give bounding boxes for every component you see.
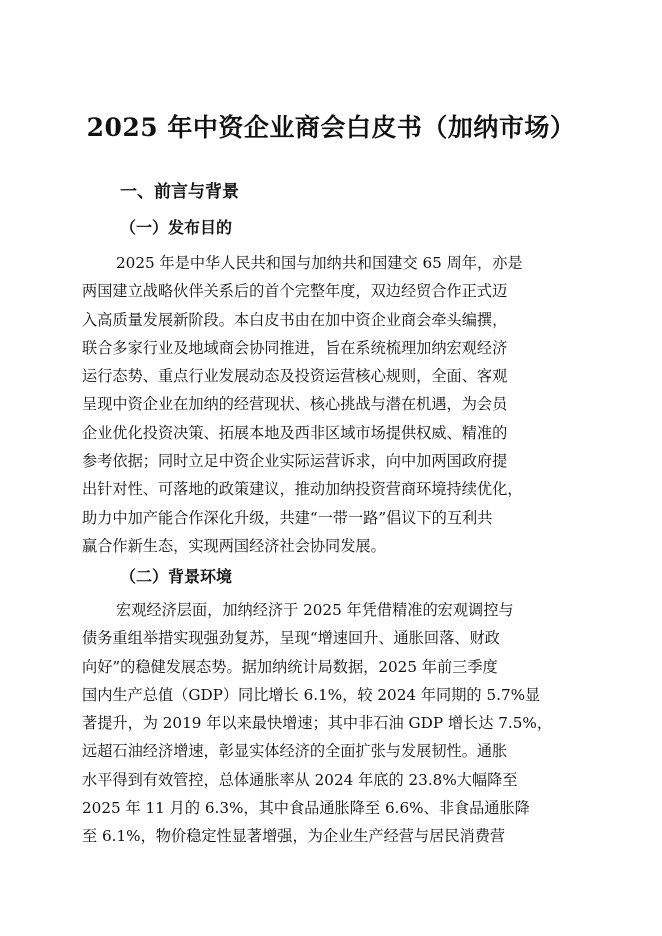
paragraph-line: 参考依据；同时立足中资企业实际运营诉求，向中加两国政府提 xyxy=(82,452,508,471)
document-title: 2025 年中资企业商会白皮书（加纳市场） xyxy=(86,113,576,142)
paragraph-line: 远超石油经济增速，彰显实体经济的全面扩张与发展韧性。通胀 xyxy=(82,742,508,761)
paragraph-line: 出针对性、可落地的政策建议，推动加纳投资营商环境持续优化， xyxy=(82,480,523,499)
section-heading-preface: 一、前言与背景 xyxy=(120,182,239,202)
subsection-heading-background: （二）背景环境 xyxy=(120,567,233,586)
subsection-heading-purpose: （一）发布目的 xyxy=(120,218,233,237)
paragraph-purpose xyxy=(82,249,582,560)
paragraph-line: 呈现中资企业在加纳的经营现状、核心挑战与潜在机遇，为会员 xyxy=(82,395,508,414)
paragraph-line: 向好”的稳健发展态势。据加纳统计局数据，2025 年前三季度 xyxy=(82,657,498,676)
paragraph-line: 2025 年是中华人民共和国与加纳共和国建交 65 周年，亦是 xyxy=(116,254,523,272)
paragraph-line: 企业优化投资决策、拓展本地及西非区域市场提供权威、精准的 xyxy=(82,423,508,442)
paragraph-background xyxy=(82,596,582,851)
paragraph-line: 运行态势、重点行业发展动态及投资运营核心规则，全面、客观 xyxy=(82,367,508,386)
paragraph-line: 国内生产总值（GDP）同比增长 6.1%，较 2024 年同期的 5.7%显 xyxy=(82,685,541,704)
paragraph-line: 两国建立战略伙伴关系后的首个完整年度，双边经贸合作正式迈 xyxy=(82,282,508,301)
paragraph-line: 水平得到有效管控，总体通胀率从 2024 年底的 23.8%大幅降至 xyxy=(82,770,518,789)
paragraph-line: 债务重组举措实现强劲复苏，呈现“增速回升、通胀回落、财政 xyxy=(82,629,500,648)
paragraph-line: 入高质量发展新阶段。本白皮书由在加中资企业商会牵头编撰， xyxy=(82,310,508,329)
paragraph-line: 赢合作新生态，实现两国经济社会协同发展。 xyxy=(82,536,386,555)
paragraph-line: 著提升，为 2019 年以来最快增速；其中非石油 GDP 增长达 7.5%， xyxy=(82,714,553,733)
paragraph-line: 联合多家行业及地域商会协同推进，旨在系统梳理加纳宏观经济 xyxy=(82,338,508,357)
paragraph-line: 2025 年 11 月的 6.3%，其中食品通胀降至 6.6%、非食品通胀降 xyxy=(82,799,530,818)
paragraph-line: 宏观经济层面，加纳经济于 2025 年凭借精准的宏观调控与 xyxy=(116,601,514,619)
paragraph-line: 至 6.1%，物价稳定性显著增强，为企业生产经营与居民消费营 xyxy=(82,827,506,846)
paragraph-line: 助力中加产能合作深化升级，共建“一带一路”倡议下的互利共 xyxy=(82,508,493,527)
